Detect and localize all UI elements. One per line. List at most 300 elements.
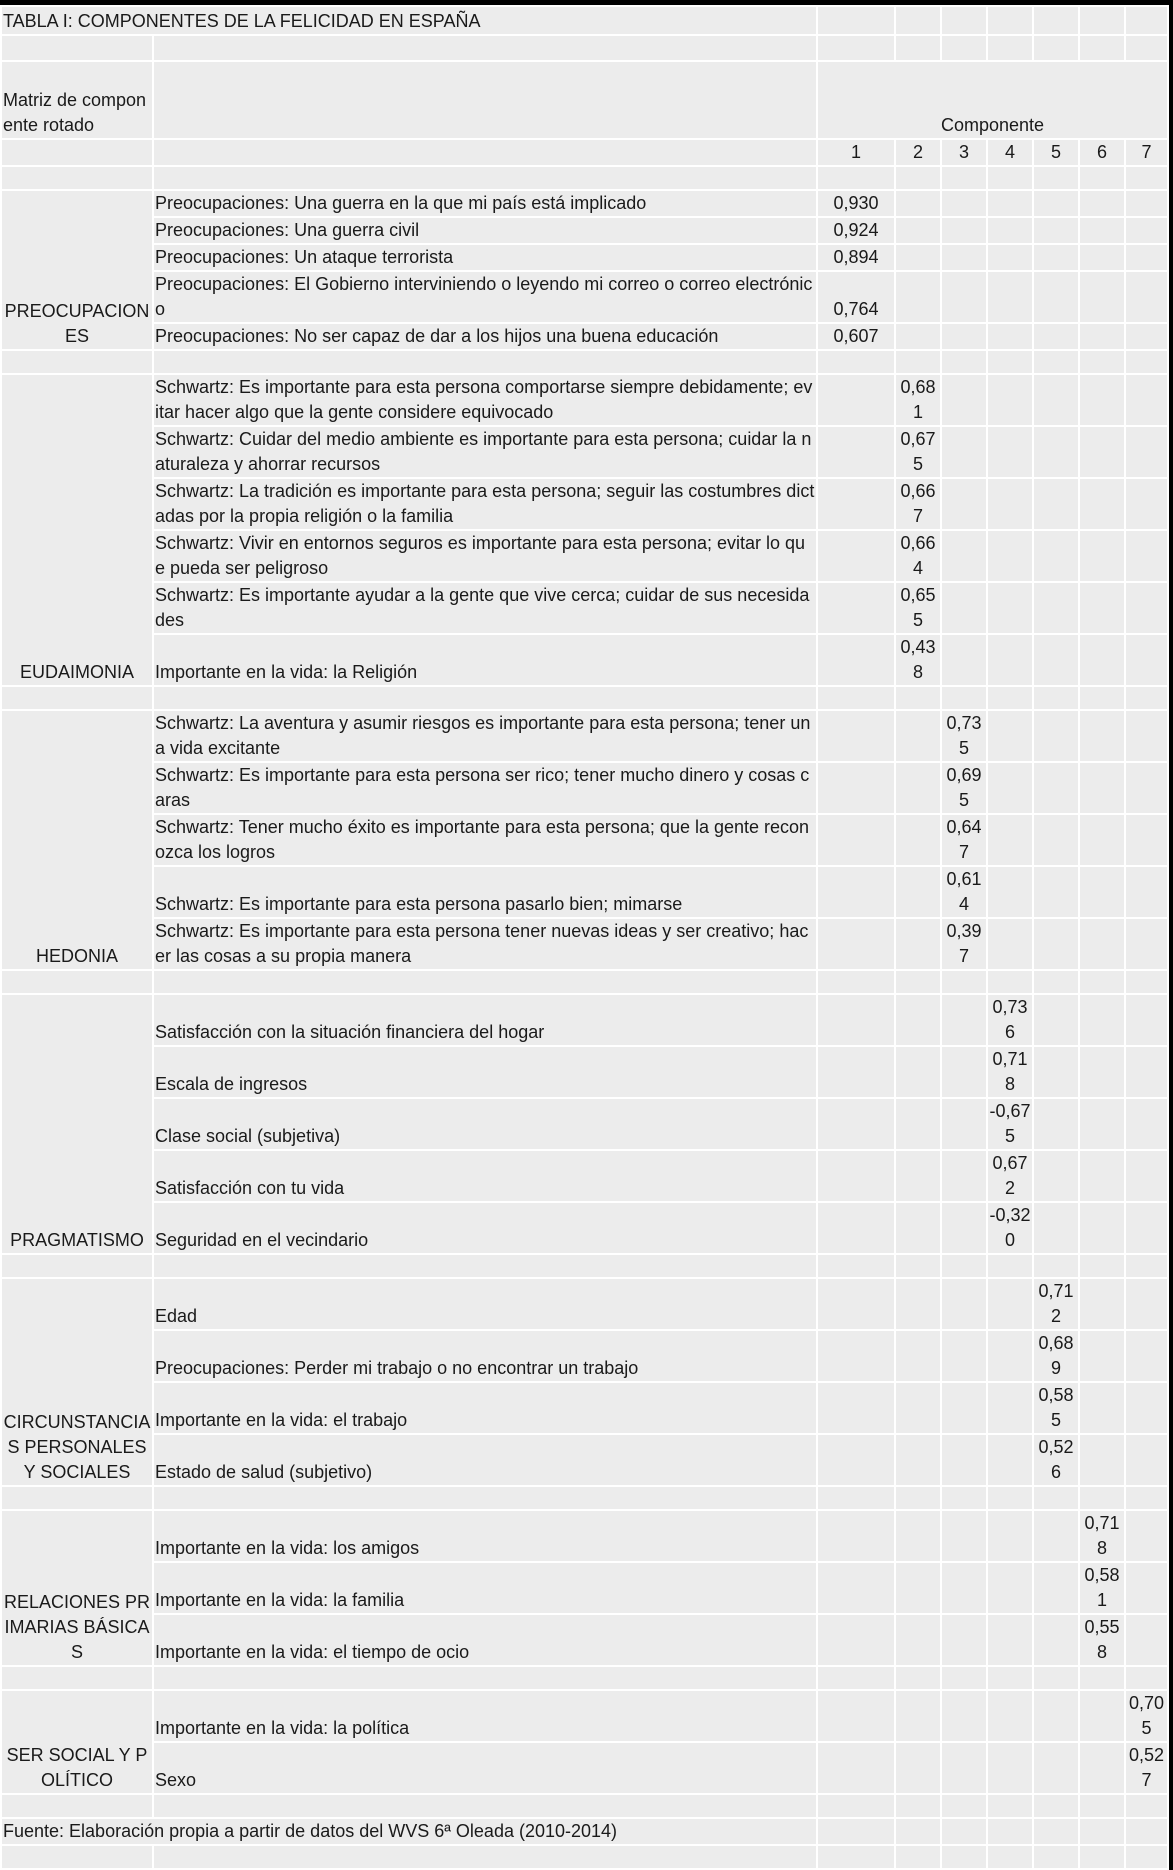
empty-cell [817,710,895,762]
category-label: PRAGMATISMO [1,994,153,1254]
table-row [1,1046,1168,1098]
empty-cell [1079,323,1125,350]
item-label: Satisfacción con tu vida [153,1150,817,1202]
item-label: Importante en la vida: la Religión [153,634,817,686]
component-number: 3 [941,139,987,166]
empty-cell [895,1278,941,1330]
empty-cell [1033,271,1079,323]
empty-cell [1125,1202,1168,1254]
empty-cell [817,530,895,582]
empty-cell [987,323,1033,350]
empty-cell [1033,244,1079,271]
spacer-row [1,1486,1168,1510]
loading-value: 0,930 [817,190,895,217]
empty-cell [1033,762,1079,814]
empty-cell [1079,1434,1125,1486]
empty-cell [1033,1202,1079,1254]
empty-cell [1079,374,1125,426]
empty-cell [1079,1202,1125,1254]
empty-cell [1125,478,1168,530]
table-row [1,1614,1168,1666]
empty-cell [1079,994,1125,1046]
empty-cell [1125,918,1168,970]
empty-cell [817,866,895,918]
empty-cell [1125,323,1168,350]
empty-cell [941,1510,987,1562]
item-label: Clase social (subjetiva) [153,1098,817,1150]
loading-value: 0,655 [895,582,941,634]
loading-value: 0,675 [895,426,941,478]
item-label: Schwartz: Es importante para esta persona pasarlo bien; mimarse [153,866,817,918]
empty-cell [987,374,1033,426]
empty-cell [1079,530,1125,582]
table-row [1,190,1168,217]
item-label: Importante en la vida: la familia [153,1562,817,1614]
empty-cell [1033,814,1079,866]
empty-cell [987,762,1033,814]
loading-value: 0,585 [1033,1382,1079,1434]
empty-cell [1125,530,1168,582]
empty-cell [941,374,987,426]
empty-cell [1125,374,1168,426]
empty-cell [941,1278,987,1330]
empty-cell [987,478,1033,530]
spacer-row [1,1666,1168,1690]
table-row [1,634,1168,686]
table-row [1,1434,1168,1486]
empty-cell [1033,426,1079,478]
empty-cell [1079,244,1125,271]
empty-cell [1125,814,1168,866]
empty-cell [987,1434,1033,1486]
loading-value: -0,675 [987,1098,1033,1150]
item-label: Importante en la vida: el tiempo de ocio [153,1614,817,1666]
empty-cell [987,634,1033,686]
component-number: 6 [1079,139,1125,166]
empty-cell [817,1510,895,1562]
table-row [1,582,1168,634]
empty-cell [1033,530,1079,582]
empty-cell [941,323,987,350]
item-label: Schwartz: La tradición es importante para esta persona; seguir las costumbres dictadas por la propia religión o la familia [153,478,817,530]
empty-cell [1033,866,1079,918]
item-label: Escala de ingresos [153,1046,817,1098]
table-row [1,244,1168,271]
empty-cell [941,634,987,686]
loading-value: 0,558 [1079,1614,1125,1666]
empty-cell [987,271,1033,323]
item-label: Sexo [153,1742,817,1794]
empty-cell [1079,1150,1125,1202]
loading-value: 0,735 [941,710,987,762]
item-label: Schwartz: Es importante ayudar a la gente que vive cerca; cuidar de sus necesidades [153,582,817,634]
empty-cell [941,426,987,478]
empty-cell [1125,1614,1168,1666]
empty-cell [1033,190,1079,217]
empty-cell [1079,190,1125,217]
loading-value: 0,681 [895,374,941,426]
empty-cell [817,478,895,530]
empty-cell [987,710,1033,762]
loading-value: 0,614 [941,866,987,918]
item-label: Schwartz: Es importante para esta persona tener nuevas ideas y ser creativo; hacer las cosas a su propia manera [153,918,817,970]
empty-cell [1033,1098,1079,1150]
empty-cell [987,1742,1033,1794]
title-row [1,6,1168,35]
empty-cell [895,244,941,271]
loading-value: 0,397 [941,918,987,970]
empty-cell [895,1046,941,1098]
empty-cell [895,1510,941,1562]
empty-cell [941,1614,987,1666]
loading-value: 0,894 [817,244,895,271]
loading-value: 0,695 [941,762,987,814]
empty-cell [1033,1614,1079,1666]
empty-cell [817,1690,895,1742]
item-label: Edad [153,1278,817,1330]
loading-value: 0,718 [1079,1510,1125,1562]
empty-cell [1033,1562,1079,1614]
item-label: Seguridad en el vecindario [153,1202,817,1254]
component-number: 2 [895,139,941,166]
empty-cell [941,994,987,1046]
item-label: Preocupaciones: Una guerra civil [153,217,817,244]
empty-cell [941,1098,987,1150]
empty-cell [895,814,941,866]
table-row [1,426,1168,478]
category-label: CIRCUNSTANCIAS PERSONALES Y SOCIALES [1,1278,153,1486]
table-row [1,323,1168,350]
item-label: Importante en la vida: la política [153,1690,817,1742]
empty-cell [817,918,895,970]
source-note: Fuente: Elaboración propia a partir de datos del WVS 6ª Oleada (2010-2014) [1,1818,817,1845]
item-label: Preocupaciones: El Gobierno interviniendo o leyendo mi correo o correo electrónico [153,271,817,323]
table-row [1,762,1168,814]
empty-cell [987,918,1033,970]
empty-cell [895,323,941,350]
empty-cell [1079,866,1125,918]
empty-cell [1125,1382,1168,1434]
empty-cell [987,1614,1033,1666]
loading-value: 0,438 [895,634,941,686]
empty-cell [941,530,987,582]
table-row [1,1382,1168,1434]
empty-cell [817,1278,895,1330]
empty-cell [1079,1046,1125,1098]
empty-cell [895,1202,941,1254]
empty-cell [1033,994,1079,1046]
loading-value: 0,764 [817,271,895,323]
empty-cell [987,1510,1033,1562]
empty-cell [1033,217,1079,244]
category-label: RELACIONES PRIMARIAS BÁSICAS [1,1510,153,1666]
loading-value: 0,664 [895,530,941,582]
empty-cell [1033,1690,1079,1742]
component-matrix-table [0,5,1169,1870]
empty-cell [1125,1098,1168,1150]
empty-cell [895,866,941,918]
table-row [1,1098,1168,1150]
empty-cell [817,426,895,478]
table-row [1,1278,1168,1330]
empty-cell [941,478,987,530]
component-number: 4 [987,139,1033,166]
empty-cell [895,271,941,323]
table-row [1,918,1168,970]
empty-cell [1125,1562,1168,1614]
empty-cell [1125,1510,1168,1562]
empty-cell [1125,710,1168,762]
empty-cell [987,530,1033,582]
empty-cell [1079,478,1125,530]
empty-cell [895,1098,941,1150]
category-label: EUDAIMONIA [1,374,153,686]
item-label: Importante en la vida: los amigos [153,1510,817,1562]
item-label: Schwartz: Es importante para esta persona comportarse siempre debidamente; evitar hacer algo que la gente considere equivocado [153,374,817,426]
table-row [1,1510,1168,1562]
item-label: Schwartz: La aventura y asumir riesgos es importante para esta persona; tener una vida excitante [153,710,817,762]
table-row [1,866,1168,918]
empty-cell [817,1046,895,1098]
table-row [1,1562,1168,1614]
empty-cell [1079,1330,1125,1382]
component-number: 7 [1125,139,1168,166]
loading-value: 0,705 [1125,1690,1168,1742]
spacer-row [1,970,1168,994]
empty-cell [817,1562,895,1614]
empty-cell [941,244,987,271]
empty-cell [941,1202,987,1254]
loading-value: 0,924 [817,217,895,244]
loading-value: 0,718 [987,1046,1033,1098]
empty-cell [895,762,941,814]
empty-cell [895,1690,941,1742]
empty-cell [1079,710,1125,762]
empty-cell [1033,1742,1079,1794]
empty-cell [1125,271,1168,323]
empty-cell [817,762,895,814]
empty-cell [817,374,895,426]
empty-cell [987,1278,1033,1330]
empty-cell [817,1614,895,1666]
table-row [1,1150,1168,1202]
table-row [1,1742,1168,1794]
loading-value: 0,526 [1033,1434,1079,1486]
matrix-label: Matriz de componente rotado [1,61,153,139]
empty-cell [1033,710,1079,762]
empty-cell [1079,271,1125,323]
table-row [1,994,1168,1046]
empty-cell [1125,1434,1168,1486]
loading-value: 0,527 [1125,1742,1168,1794]
empty-cell [987,866,1033,918]
empty-cell [941,1742,987,1794]
empty-cell [817,634,895,686]
table-row [1,814,1168,866]
empty-cell [895,994,941,1046]
empty-cell [895,217,941,244]
empty-cell [1033,323,1079,350]
empty-cell [895,1614,941,1666]
empty-cell [1125,866,1168,918]
empty-cell [941,1150,987,1202]
item-label: Estado de salud (subjetivo) [153,1434,817,1486]
item-label: Preocupaciones: Un ataque terrorista [153,244,817,271]
empty-cell [895,1562,941,1614]
empty-cell [1079,1382,1125,1434]
table-row [1,478,1168,530]
empty-cell [1033,582,1079,634]
table-row [1,1202,1168,1254]
empty-cell [987,814,1033,866]
empty-cell [817,814,895,866]
loading-value: 0,607 [817,323,895,350]
empty-cell [1033,478,1079,530]
component-numbers-row [1,139,1168,166]
empty-cell [1079,582,1125,634]
empty-cell [941,190,987,217]
loading-value: 0,689 [1033,1330,1079,1382]
empty-cell [895,710,941,762]
empty-cell [1079,426,1125,478]
empty-cell [817,1098,895,1150]
loading-value: 0,581 [1079,1562,1125,1614]
spacer-row [1,350,1168,374]
empty-cell [1125,1046,1168,1098]
empty-cell [987,1330,1033,1382]
empty-cell [817,1330,895,1382]
empty-cell [1079,1278,1125,1330]
item-label: Schwartz: Cuidar del medio ambiente es importante para esta persona; cuidar la naturaleza y ahorrar recursos [153,426,817,478]
empty-cell [1125,1150,1168,1202]
empty-cell [987,426,1033,478]
empty-cell [987,1562,1033,1614]
empty-cell [895,1330,941,1382]
empty-cell [1125,244,1168,271]
table-title: TABLA I: COMPONENTES DE LA FELICIDAD EN ESPAÑA [1,6,817,35]
empty-cell [895,918,941,970]
empty-cell [1079,814,1125,866]
empty-cell [941,1690,987,1742]
empty-cell [817,1434,895,1486]
empty-cell [987,582,1033,634]
empty-cell [1125,190,1168,217]
component-number: 1 [817,139,895,166]
empty-cell [1033,1046,1079,1098]
empty-cell [987,1690,1033,1742]
empty-cell [895,1150,941,1202]
category-label: SER SOCIAL Y POLÍTICO [1,1690,153,1794]
category-label: HEDONIA [1,710,153,970]
empty-cell [987,1382,1033,1434]
empty-cell [1079,1690,1125,1742]
component-number: 5 [1033,139,1079,166]
empty-cell [817,1742,895,1794]
source-row [1,1818,1168,1845]
table-row [1,217,1168,244]
category-label: PREOCUPACIONES [1,190,153,350]
spacer-row [1,1845,1168,1869]
empty-cell [1033,374,1079,426]
empty-cell [941,1330,987,1382]
table-row [1,271,1168,323]
empty-cell [817,1202,895,1254]
empty-cell [1079,762,1125,814]
empty-cell [987,217,1033,244]
spacer-row [1,1794,1168,1818]
empty-cell [1079,217,1125,244]
spacer-row [1,35,1168,61]
empty-cell [1079,918,1125,970]
spacer-row [1,686,1168,710]
spacer-row [1,166,1168,190]
empty-cell [941,582,987,634]
empty-cell [1079,634,1125,686]
empty-cell [941,217,987,244]
loading-value: 0,647 [941,814,987,866]
component-label: Componente [817,61,1168,139]
loading-value: -0,320 [987,1202,1033,1254]
empty-cell [941,1562,987,1614]
empty-cell [1079,1742,1125,1794]
item-label: Schwartz: Vivir en entornos seguros es importante para esta persona; evitar lo que pueda ser peligroso [153,530,817,582]
item-label: Preocupaciones: No ser capaz de dar a los hijos una buena educación [153,323,817,350]
empty-cell [817,994,895,1046]
empty-cell [895,1382,941,1434]
empty-cell [1033,1150,1079,1202]
empty-cell [1125,994,1168,1046]
empty-cell [1125,217,1168,244]
item-label: Schwartz: Tener mucho éxito es importante para esta persona; que la gente reconozca los logros [153,814,817,866]
empty-cell [1033,634,1079,686]
table-row [1,1330,1168,1382]
empty-cell [941,271,987,323]
empty-cell [941,1046,987,1098]
empty-cell [987,244,1033,271]
empty-cell [895,190,941,217]
empty-cell [895,1434,941,1486]
loading-value: 0,736 [987,994,1033,1046]
empty-cell [941,1382,987,1434]
loading-value: 0,667 [895,478,941,530]
empty-cell [1125,426,1168,478]
item-label: Schwartz: Es importante para esta persona ser rico; tener mucho dinero y cosas caras [153,762,817,814]
empty-cell [817,1150,895,1202]
loading-value: 0,672 [987,1150,1033,1202]
item-label: Importante en la vida: el trabajo [153,1382,817,1434]
item-label: Preocupaciones: Una guerra en la que mi país está implicado [153,190,817,217]
empty-cell [817,582,895,634]
item-label: Preocupaciones: Perder mi trabajo o no encontrar un trabajo [153,1330,817,1382]
table-row [1,374,1168,426]
loading-value: 0,712 [1033,1278,1079,1330]
table-row [1,530,1168,582]
empty-cell [1125,634,1168,686]
empty-cell [1033,918,1079,970]
empty-cell [941,1434,987,1486]
empty-cell [817,1382,895,1434]
empty-cell [895,1742,941,1794]
empty-cell [1079,1098,1125,1150]
empty-cell [1125,762,1168,814]
item-label: Satisfacción con la situación financiera del hogar [153,994,817,1046]
empty-cell [1125,1278,1168,1330]
empty-cell [1033,1510,1079,1562]
empty-cell [1125,1330,1168,1382]
empty-cell [987,190,1033,217]
header-row [1,61,1168,139]
spacer-row [1,1254,1168,1278]
